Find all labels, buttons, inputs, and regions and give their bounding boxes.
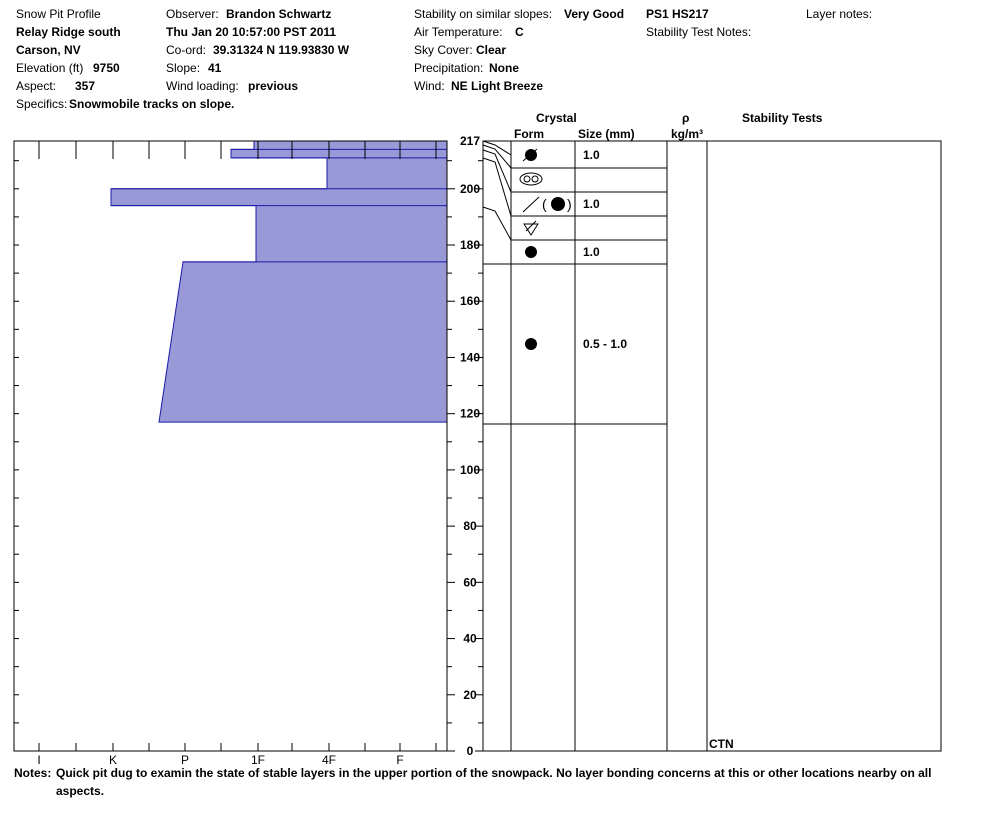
slope-label: Slope: bbox=[166, 61, 201, 75]
aspect-value: 357 bbox=[75, 79, 96, 93]
stability-test-notes-label: Stability Test Notes: bbox=[646, 25, 752, 39]
elevation-label: Elevation (ft) bbox=[16, 61, 84, 75]
hardness-profile-area bbox=[111, 141, 447, 422]
melt-form-ring bbox=[524, 176, 530, 182]
pit-id: PS1 HS217 bbox=[646, 7, 709, 21]
y-tick-label: 40 bbox=[463, 631, 477, 646]
crystal-header: Crystal bbox=[536, 111, 577, 125]
grain-size-value: 1.0 bbox=[583, 148, 600, 162]
elevation-value: 9750 bbox=[93, 61, 120, 75]
melt-form-icon bbox=[520, 173, 542, 185]
y-tick-label: 20 bbox=[463, 687, 477, 702]
y-tick-label: 0 bbox=[466, 744, 474, 758]
observer-value: Brandon Schwartz bbox=[226, 7, 332, 21]
melt-form-outline bbox=[520, 173, 542, 185]
rounded-grain-dot bbox=[525, 338, 537, 350]
layer-connector-line bbox=[483, 207, 511, 240]
y-tick-label: 180 bbox=[459, 238, 481, 253]
x-tick-label: I bbox=[37, 753, 41, 767]
y-tick-label: 60 bbox=[463, 575, 477, 590]
grain-size-value: 0.5 - 1.0 bbox=[583, 337, 628, 351]
x-tick-label: 1F bbox=[250, 753, 266, 767]
layer-table-frame bbox=[483, 141, 941, 751]
precipitation-label: Precipitation: bbox=[414, 61, 484, 75]
wind-loading-value: previous bbox=[248, 79, 299, 93]
y-tick-label: 120 bbox=[459, 406, 481, 421]
x-tick-label: P bbox=[180, 753, 190, 767]
grain-paren-open: ( bbox=[542, 196, 547, 212]
melt-form-ring bbox=[532, 176, 538, 182]
y-tick-label: 100 bbox=[459, 462, 481, 477]
layer-notes-label: Layer notes: bbox=[806, 7, 873, 21]
stability-label: Stability on similar slopes: bbox=[414, 7, 553, 21]
location-name: Relay Ridge south bbox=[16, 25, 121, 39]
wind-value: NE Light Breeze bbox=[451, 79, 544, 93]
y-tick-label: 80 bbox=[463, 519, 477, 534]
density-unit: kg/m³ bbox=[671, 127, 704, 141]
y-tick-label: 217 bbox=[459, 134, 481, 148]
observation-datetime: Thu Jan 20 10:57:00 PST 2011 bbox=[166, 25, 337, 39]
x-tick-label: F bbox=[396, 753, 404, 767]
x-tick-label: K bbox=[108, 753, 118, 767]
notes-text: Quick pit dug to examin the state of stable layers in the upper portion of the snowpack. No layer bonding concerns at this or other locations nearby on all aspects. bbox=[56, 766, 932, 798]
rounded-grain-icon bbox=[525, 246, 537, 258]
grain-transition-slash bbox=[523, 197, 539, 212]
coord-value: 39.31324 N 119.93830 W bbox=[213, 43, 350, 57]
grain-size-value: 1.0 bbox=[583, 197, 600, 211]
grain-size-value: 1.0 bbox=[583, 245, 600, 259]
air-temp-label: Air Temperature: bbox=[414, 25, 503, 39]
depth-hoar-icon bbox=[524, 221, 538, 235]
grain-paren-close: ) bbox=[567, 196, 572, 212]
y-tick-label: 140 bbox=[459, 350, 481, 365]
rounded-grain-icon bbox=[525, 338, 537, 350]
form-header: Form bbox=[514, 127, 544, 141]
y-tick-label: 200 bbox=[459, 181, 481, 196]
layer-connector-line bbox=[483, 150, 511, 192]
aspect-label: Aspect: bbox=[16, 79, 57, 93]
slope-value: 41 bbox=[208, 61, 222, 75]
stability-tests-header: Stability Tests bbox=[742, 111, 823, 125]
specifics-value: Snowmobile tracks on slope. bbox=[69, 97, 235, 111]
air-temp-value: C bbox=[515, 25, 524, 39]
layer-connector-line bbox=[483, 145, 511, 168]
page-title: Snow Pit Profile bbox=[16, 7, 101, 21]
wind-label: Wind: bbox=[414, 79, 445, 93]
layer-connector-line bbox=[483, 141, 511, 155]
layer-connector-line bbox=[483, 158, 511, 216]
rounded-facet-icon bbox=[523, 149, 537, 161]
region-name: Carson, NV bbox=[16, 43, 81, 57]
y-tick-label: 160 bbox=[459, 294, 481, 309]
sky-cover-value: Clear bbox=[476, 43, 507, 57]
size-header: Size (mm) bbox=[578, 127, 635, 141]
sky-cover-label: Sky Cover: bbox=[414, 43, 473, 57]
precipitation-value: None bbox=[489, 61, 519, 75]
notes-label: Notes: bbox=[14, 766, 52, 780]
coord-label: Co-ord: bbox=[166, 43, 207, 57]
observer-label: Observer: bbox=[166, 7, 219, 21]
density-symbol: ρ bbox=[682, 111, 690, 125]
x-tick-label: 4F bbox=[321, 753, 337, 767]
rounded-grain-dot bbox=[551, 197, 565, 211]
stability-value: Very Good bbox=[564, 7, 625, 21]
rounded-grain-dot bbox=[525, 246, 537, 258]
wind-loading-label: Wind loading: bbox=[166, 79, 239, 93]
specifics-label: Specifics: bbox=[16, 97, 68, 111]
stability-test-result: CTN bbox=[709, 737, 734, 751]
